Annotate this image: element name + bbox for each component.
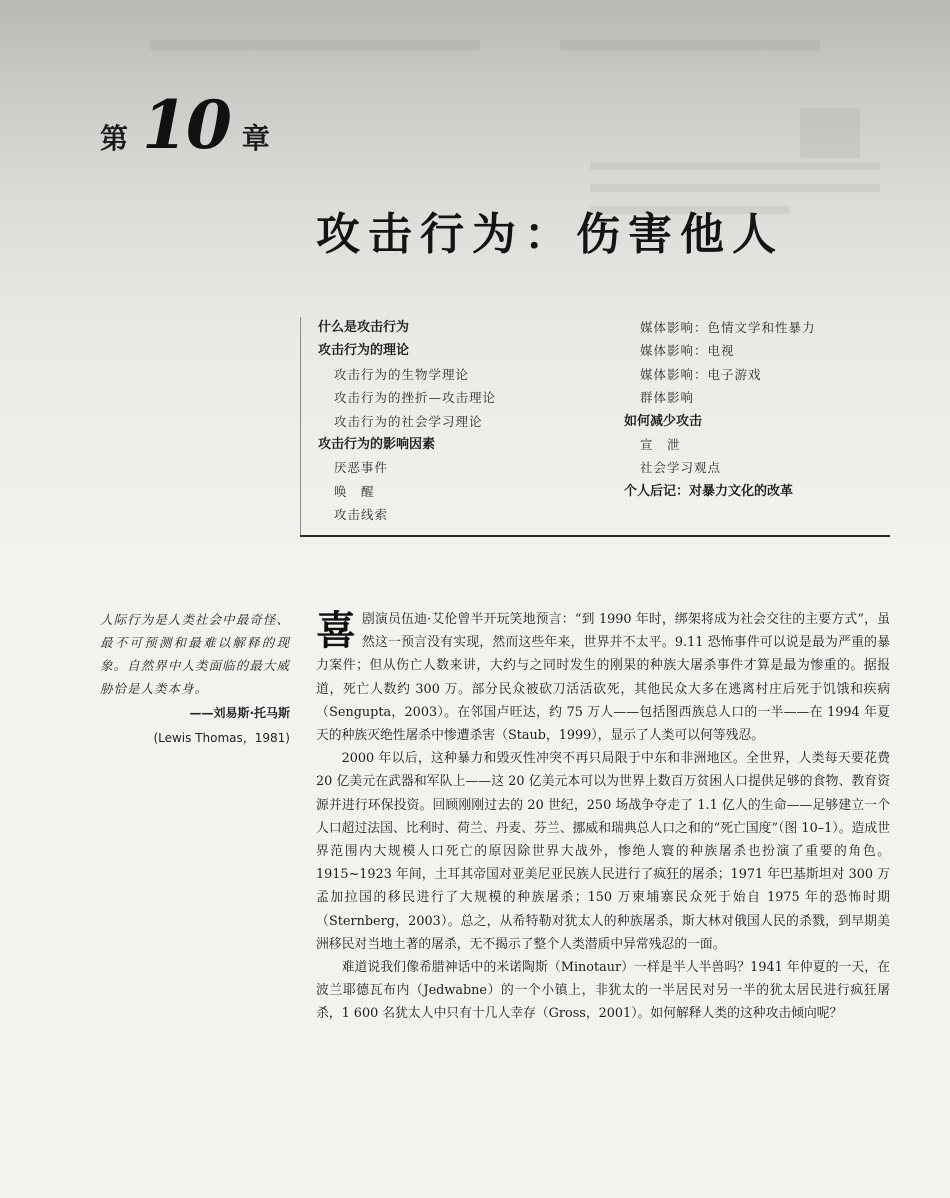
toc-item: 媒体影响：色情文学和性暴力 [640, 320, 816, 335]
body-paragraph [316, 608, 890, 747]
toc-item: 攻击行为的影响因素 [318, 436, 436, 452]
toc-right-column [624, 316, 816, 503]
toc-left-column [318, 316, 496, 527]
body-paragraph: 难道说我们像希腊神话中的米诺陶斯（Minotaur）一样是半人半兽吗？1941 年仲夏的一天，在波兰耶德瓦布内（Jedwabne）的一个小镇上，非犹太的一半居民对另一半的犹太居民进行疯狂屠杀，1 600 名犹太人中只有十几人幸存（Gross，2001）。如何解释人类的这种攻击倾向呢？ [316, 960, 890, 1022]
toc-item: 媒体影响：电视 [640, 343, 735, 359]
toc-item: 攻击线索 [334, 507, 389, 523]
toc-item: 什么是攻击行为 [318, 320, 410, 335]
toc-divider-vertical [300, 317, 301, 536]
toc-item: 社会学习观点 [640, 460, 722, 476]
bleed-through-block [560, 40, 820, 50]
chapter-title: 攻击行为：伤害他人 [316, 209, 784, 260]
chapter-number: 10 [142, 86, 230, 164]
bleed-through-block [150, 40, 480, 50]
bleed-through-block [590, 162, 880, 170]
toc-item: 厌恶事件 [334, 460, 389, 476]
epigraph-citation: (Lewis Thomas，1981) [153, 731, 290, 745]
paragraph-text: 剧演员伍迪·艾伦曾半开玩笑地预言：“到 1990 年时，绑架将成为社会交往的主要方式”，虽然这一预言没有实现，然而这些年来，世界并不太平。9.11 恐怖事件可以说是最为严重的暴力案件；但从伤亡人数来讲，大约与之同时发生的刚果的种族大屠杀事件才算是最为惨重的。据报道，死亡人数约 300 万。部分民众被砍刀活活砍死，其他民众大多在逃离村庄后死于饥饿和疾病（Sengupta，2003）。在邻国卢旺达，约 75 万人——包括图西族总人口的一半——在 1994 年夏天的种族灭绝性屠杀中惨遭杀害（Staub，1999），显示了人类可以何等残忍。 [316, 612, 890, 744]
toc-item: 攻击行为的挫折—攻击理论 [334, 390, 497, 406]
chapter-heading [100, 86, 270, 176]
toc-item: 群体影响 [640, 390, 695, 406]
body-text [316, 608, 890, 1026]
bleed-through-block [800, 108, 860, 158]
toc-item: 唤 醒 [334, 483, 375, 499]
chapter-prefix: 第 [100, 122, 129, 155]
toc-item: 宣 泄 [640, 436, 681, 452]
bleed-through-block [590, 184, 880, 192]
toc-item: 媒体影响：电子游戏 [640, 366, 762, 382]
toc-item: 攻击行为的理论 [318, 343, 410, 359]
toc-item: 如何减少攻击 [624, 413, 703, 429]
chapter-suffix: 章 [241, 122, 270, 155]
epigraph-author: ——刘易斯·托马斯 [189, 706, 290, 720]
toc-item: 攻击行为的社会学习理论 [334, 413, 483, 429]
drop-cap: 喜 [316, 608, 356, 654]
epigraph-quote: 人际行为是人类社会中最奇怪、最不可预测和最难以解释的现象。自然界中人类面临的最大威胁恰是人类本身。 [100, 612, 290, 696]
body-paragraph: 2000 年以后，这种暴力和毁灭性冲突不再只局限于中东和非洲地区。全世界，人类每天要花费 20 亿美元在武器和军队上——这 20 亿美元本可以为世界上数百万贫困人口提供足够的食物、教育资源并进行环保投资。回顾刚刚过去的 20 世纪，250 场战争夺走了 1.1 亿人的生命——足够建立一个人口超过法国、比利时、荷兰、丹麦、芬兰、挪威和瑞典总人口之和的“死亡国度”（图 10–1）。造成世界范围内大规模人口死亡的原因除世界大战外，惨绝人寰的种族屠杀也扮演了重要的角色。1915~1923 年间，土耳其帝国对亚美尼亚民族人民进行了疯狂的屠杀；1971 年巴基斯坦对 300 万孟加拉国的移民进行了大规模的种族屠杀；150 万柬埔寨民众死于始自 1975 年的恐怖时期（Sternberg，2003）。总之，从希特勒对犹太人的种族屠杀，斯大林对俄国人民的杀戮，到早期美洲移民对当地土著的屠杀，无不揭示了整个人类潜质中异常残忍的一面。 [316, 751, 890, 952]
toc-item: 个人后记：对暴力文化的改革 [624, 483, 794, 499]
toc-divider-horizontal [300, 535, 890, 537]
toc-item: 攻击行为的生物学理论 [334, 366, 470, 382]
